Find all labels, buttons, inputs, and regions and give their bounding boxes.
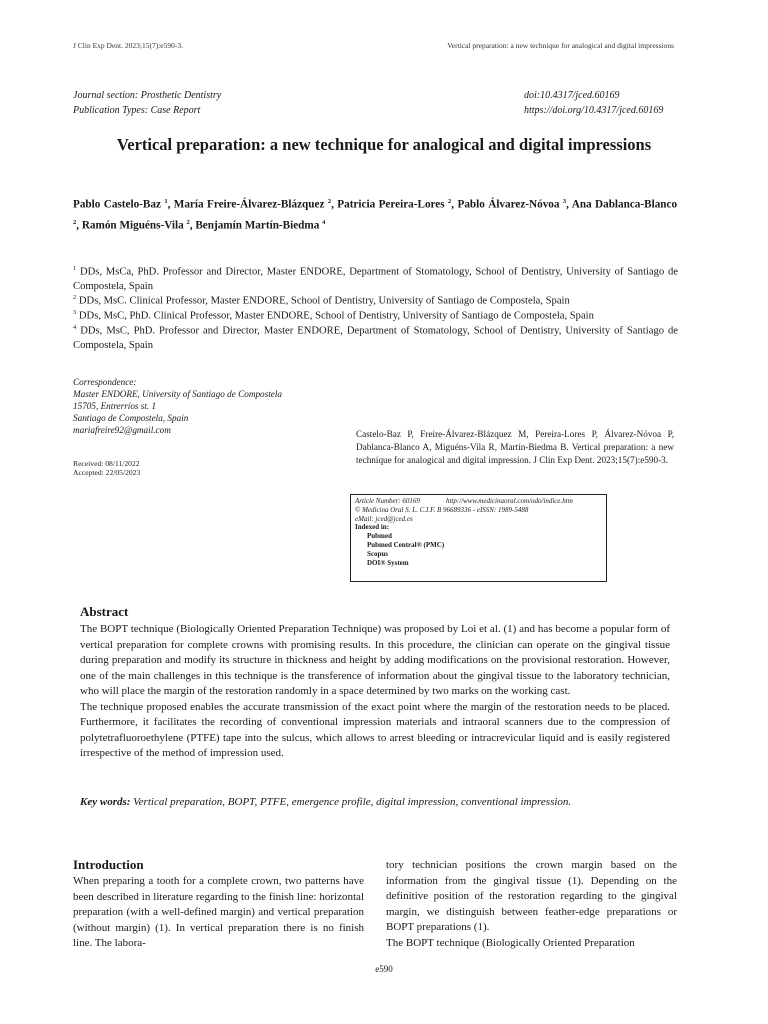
keywords-label: Key words: (80, 796, 131, 808)
author-separator: , (167, 198, 174, 211)
citation-block: Castelo-Baz P, Freire-Álvarez-Blázquez M, Pereira-Lores P, Álvarez-Nóvoa P, Dablanca-Blanco A, Miguéns-Vila R, Martín-Biedma B. Vertical preparation: a new technique for analogical and digital impression. J Clin Exp Dent. 2023;15(7):e590-3. (356, 429, 674, 465)
author-list (73, 193, 677, 234)
author-name: Benjamín Martín-Biedma (195, 219, 320, 232)
received-date: Received: 08/11/2022 (73, 459, 140, 468)
author-affiliation-marker: 2 (327, 198, 332, 205)
author-separator: , (451, 198, 458, 211)
keywords-text: Vertical preparation, BOPT, PTFE, emergence profile, digital impression, conventional impression. (133, 796, 572, 808)
author-affiliation-marker: 3 (562, 198, 567, 205)
index-database: DOI® System (367, 558, 409, 567)
correspondence-label: Correspondence: (73, 377, 137, 387)
introduction-column-2 (386, 858, 677, 951)
author-name: María Freire-Álvarez-Blázquez (173, 198, 325, 211)
author-affiliation-marker: 2 (448, 198, 452, 205)
abstract-paragraph: The technique proposed enables the accurate transmission of the exact point where the margin of the restoration needs to be placed. Furthermore, it facilitates the recording of conventional impression materials and intraoral scanners due to the compression of polytetrafluoroethylene (PTFE) tape into the sulcus, which allows to arrest bleeding or intracrevicular liquid and is easily registered irrespective of the method of impression used. (80, 700, 670, 759)
article-dates (73, 459, 140, 477)
author-affiliation-marker: 1 (164, 198, 168, 205)
index-database: Pubmed Central® (PMC) (367, 540, 445, 549)
copyright: © Medicina Oral S. L. C.I.F. B 96689336 - eISSN: 1989-5488 (355, 505, 529, 514)
author-name: Pablo Castelo-Baz (73, 198, 161, 211)
correspondence-block (73, 376, 343, 436)
author-name: Ramón Miguéns-Vila (81, 219, 184, 232)
journal-url[interactable]: http://www.medicinaoral.com/odo/indice.htm (445, 497, 573, 505)
index-database: Scopus (367, 549, 389, 558)
article-number-row (355, 497, 602, 506)
running-header-journal-ref: J Clin Exp Dent. 2023;15(7):e590-3. (73, 41, 183, 50)
article-info-box (350, 494, 607, 582)
indexed-label: Indexed in: (355, 523, 390, 532)
author-name: Pablo Álvarez-Nóvoa (457, 198, 560, 211)
abstract-heading: Abstract (80, 604, 129, 619)
article-meta-left (73, 88, 221, 118)
keywords (80, 796, 680, 808)
author-separator: , (331, 198, 338, 211)
author-affiliation-marker: 4 (322, 218, 326, 226)
author-affiliation-marker: 2 (186, 218, 190, 226)
journal-section: Journal section: Prosthetic Dentistry (73, 90, 222, 101)
affiliation-4: $^4$ DDs, MsC, PhD. Professor and Director, Master ENDORE, Department of Stomatology, School of Dentistry, University of Santiago de Compostela, Spain (73, 324, 678, 352)
doi-link[interactable]: https://doi.org/10.4317/jced.60169 (524, 105, 664, 116)
introduction-column-1 (73, 874, 364, 952)
affiliation-3: $^3$ DDs, MsC, PhD. Clinical Professor, Master ENDORE, School of Dentistry, University of Santiago de Compostela, Spain (73, 309, 594, 322)
index-database: Pubmed (367, 532, 392, 541)
author-name: Patricia Pereira-Lores (337, 198, 445, 211)
correspondence-line: 15705, Entrerríos st. 1 (73, 401, 157, 411)
affiliation-2: $^2$ DDs, MsC. Clinical Professor, Master ENDORE, School of Dentistry, University of Santiago de Compostela, Spain (73, 294, 570, 307)
author-affiliation-marker: 2 (73, 218, 77, 226)
introduction-paragraph: tory technician positions the crown margin based on the information from the gingival tissue (1). Depending on the definitive position of the restoration regarding to the gingival margin, we distinguish between feather-edge preparations or BOPT preparations (1). (386, 859, 677, 933)
abstract-paragraph: The BOPT technique (Biologically Oriented Preparation Technique) was proposed by Loi et al. (1) and has become a popular form of vertical preparation for complete crowns with promising results. In this procedure, the clinician can operate on the gingival tissue during preparation and modify its structure in thickness and height by adding modifications on the provisional restoration. However, one of the main challenges in this technique is the transference of information about the gingival tissue to the laboratory technician, who will place the margin of the restoration randomly in a space determined by two marks on the working cast. (80, 623, 670, 697)
article-number: Article Number: 60169 (355, 497, 420, 505)
abstract-body (80, 622, 670, 762)
affiliation-1: $^1$ DDs, MsCa, PhD. Professor and Director, Master ENDORE, Department of Stomatology, School of Dentistry, University of Santiago de Compostela, Spain (73, 265, 678, 293)
introduction-paragraph: The BOPT technique (Biologically Oriented Preparation (386, 936, 635, 949)
introduction-heading: Introduction (73, 857, 144, 872)
page-number: e590 (375, 964, 393, 974)
accepted-date: Accepted: 22/05/2023 (73, 468, 141, 477)
introduction-paragraph: When preparing a tooth for a complete crown, two patterns have been described in literature regarding to the finish line: horizontal preparation (with a well-defined margin) and vertical preparation (without margin) (1). In vertical preparation there is no finish line. The labora- (73, 875, 364, 949)
article-title: Vertical preparation: a new technique for analogical and digital impressions (116, 135, 652, 154)
article-meta-right (524, 88, 663, 118)
author-name: Ana Dablanca-Blanco (571, 198, 678, 211)
journal-email[interactable]: eMail: jced@jced.es (355, 514, 413, 523)
publication-type: Publication Types: Case Report (73, 105, 201, 116)
author-separator: , (566, 198, 572, 211)
author-separator: , (76, 219, 82, 232)
correspondence-line: Master ENDORE, University of Santiago de Compostela (73, 389, 282, 399)
correspondence-email[interactable]: mariafreire92@gmail.com (73, 425, 171, 435)
correspondence-line: Santiago de Compostela, Spain (73, 413, 189, 423)
author-separator: , (189, 219, 196, 232)
doi: doi:10.4317/jced.60169 (524, 90, 620, 101)
running-header-title: Vertical preparation: a new technique for analogical and digital impressions (447, 41, 674, 50)
